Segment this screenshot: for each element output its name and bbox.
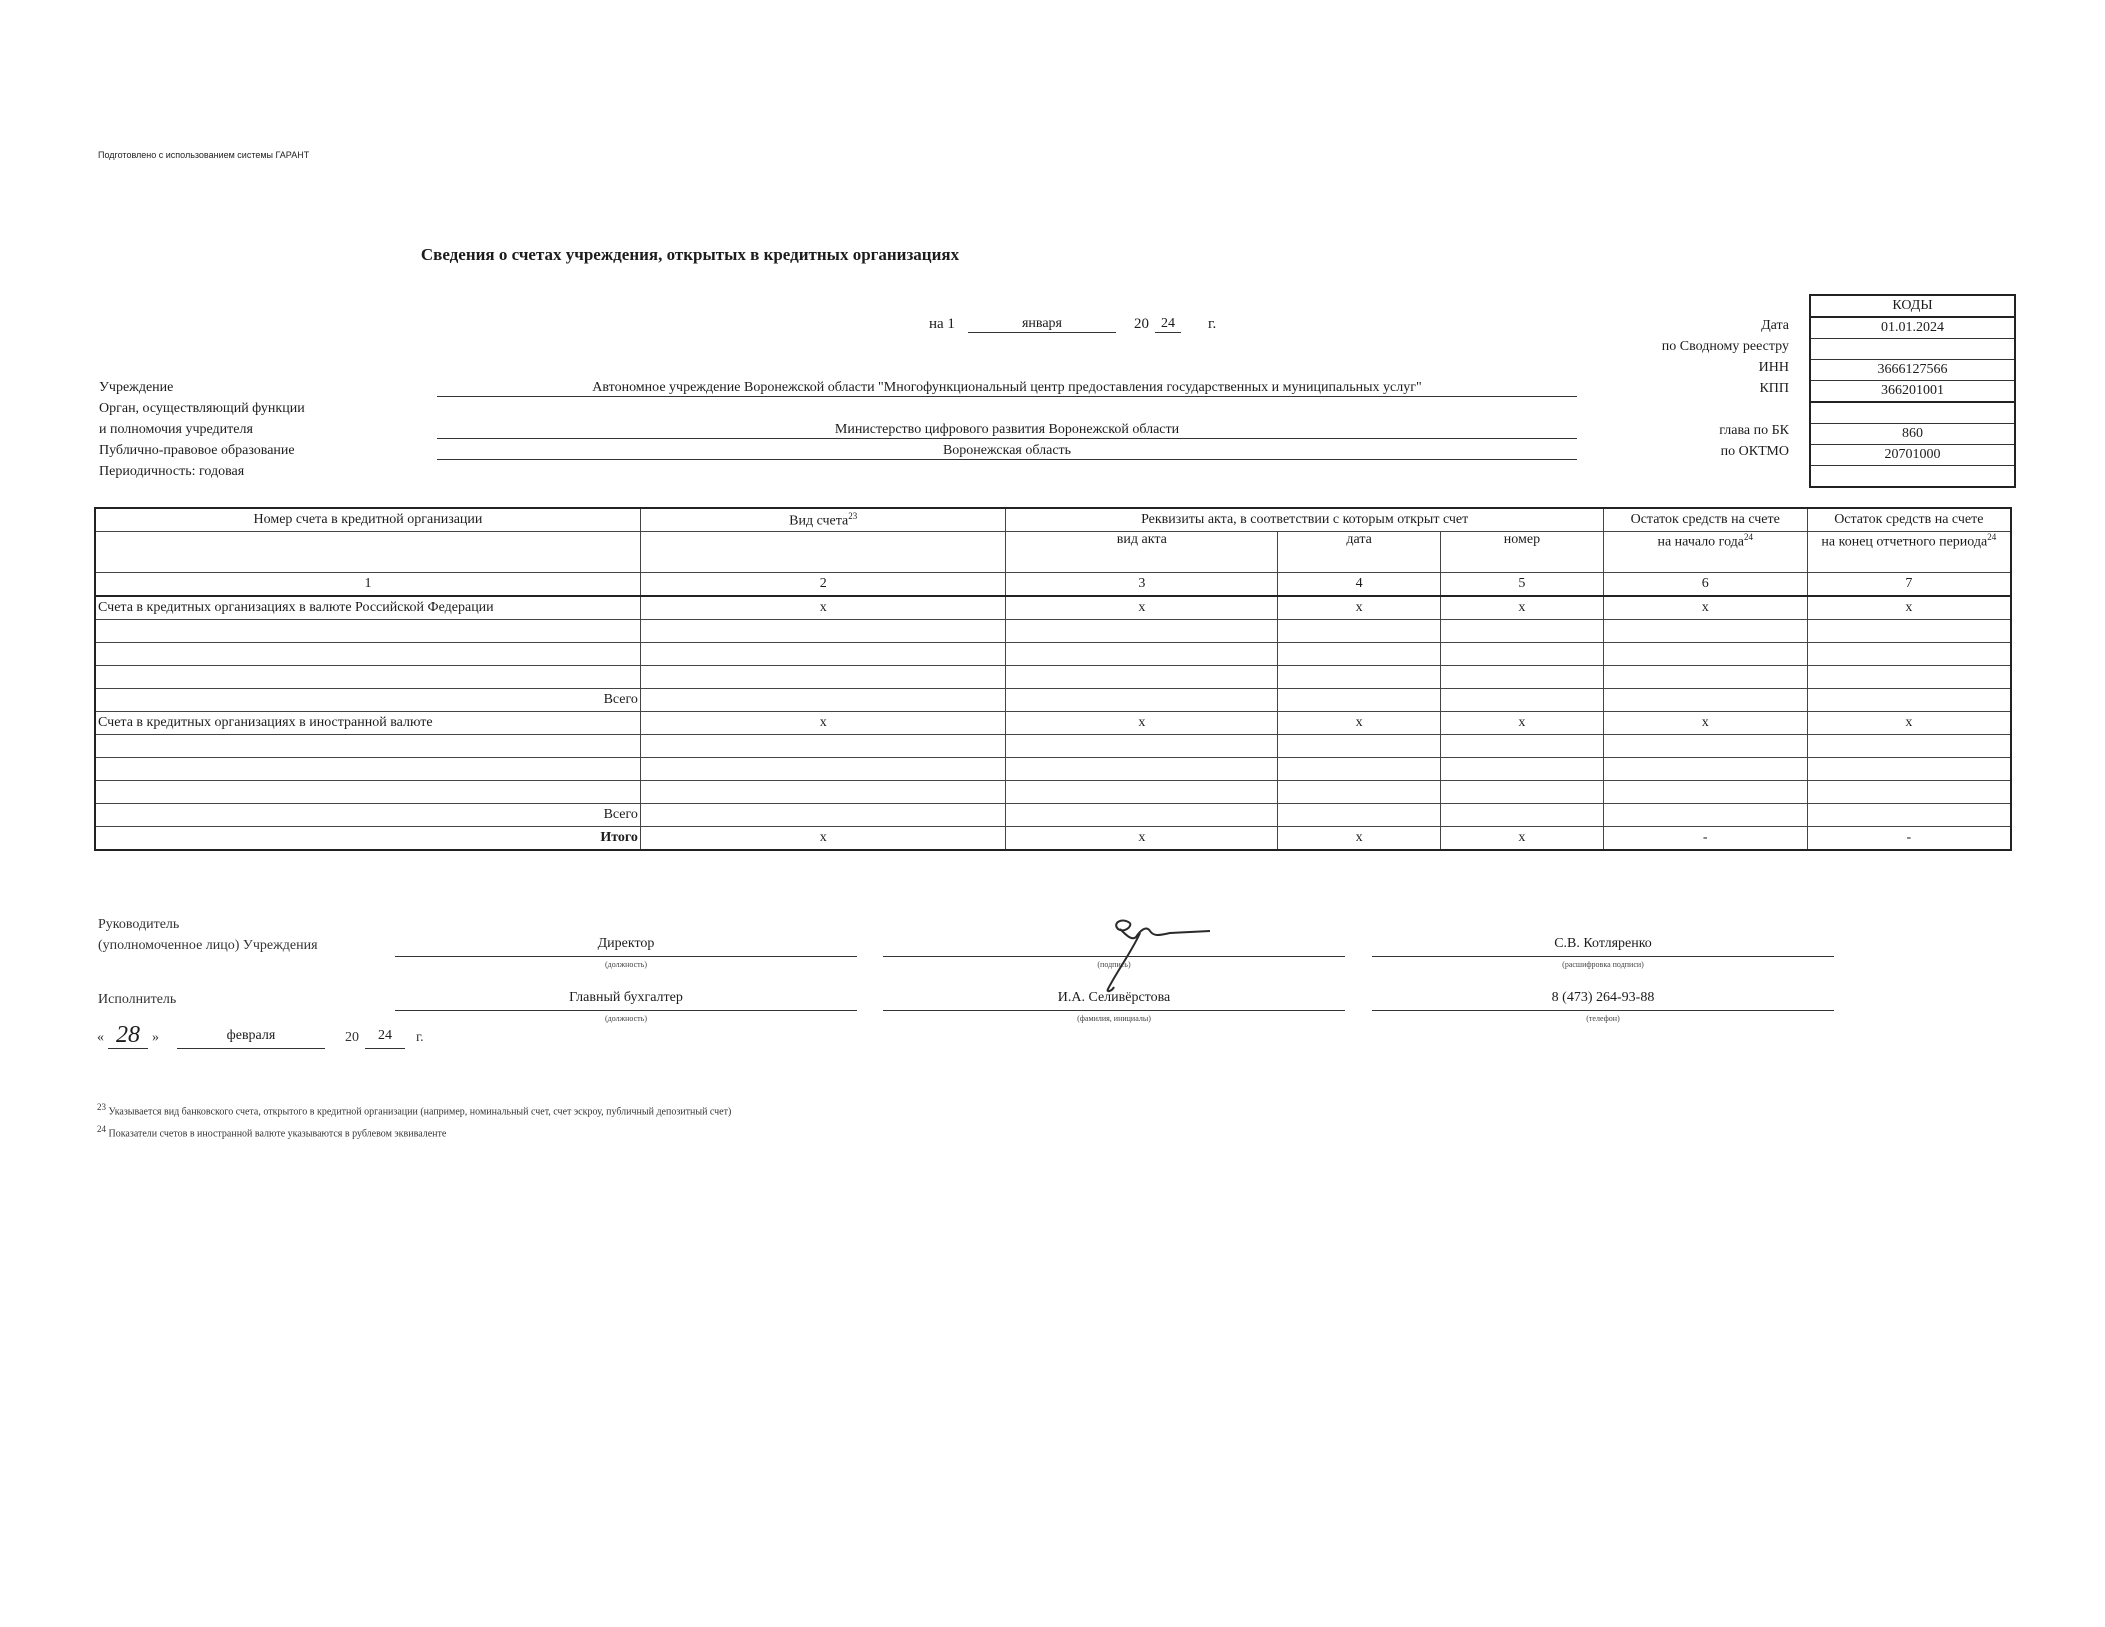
column-numbers-row — [95, 573, 2011, 597]
date-suffix: г. — [1208, 316, 1217, 332]
rub-total-label: Всего — [95, 689, 640, 712]
signature-date-year-suffix: 24 — [365, 1028, 405, 1049]
cell-x: x — [1006, 712, 1278, 735]
label-registry: по Сводному реестру — [1661, 339, 1789, 354]
header-act-date: дата — [1278, 532, 1441, 573]
code-periodicity — [1811, 466, 2014, 486]
cell-x: x — [1603, 596, 1807, 620]
cell-x: x — [640, 827, 1006, 851]
header-act-details: Реквизиты акта, в соответствии с которым открыт счет — [1006, 508, 1603, 532]
code-kpp: 366201001 — [1811, 381, 2014, 403]
garant-note: Подготовлено с использованием системы ГАРАНТ — [98, 150, 310, 160]
head-label-1: Руководитель — [98, 917, 180, 932]
cell-x: x — [1441, 596, 1604, 620]
signature-date-month: февраля — [177, 1028, 325, 1049]
header-act-number: номер — [1441, 532, 1604, 573]
label-institution: Учреждение — [99, 380, 174, 395]
footnote-24-mark: 24 — [97, 1124, 106, 1134]
date-year-prefix: 20 — [1134, 316, 1149, 332]
table-header-row-1 — [95, 508, 2011, 532]
section-foreign-row — [95, 712, 2011, 735]
cell-dash: - — [1603, 827, 1807, 851]
foreign-total-label: Всего — [95, 804, 640, 827]
cell-x: x — [1278, 712, 1441, 735]
handwritten-signature-icon — [1060, 915, 1220, 995]
grand-total-row — [95, 827, 2011, 851]
header-balance-start-2 — [1603, 532, 1807, 573]
col-num-5: 5 — [1441, 573, 1604, 597]
codes-box — [1809, 294, 2016, 488]
cell-x: x — [1441, 712, 1604, 735]
footnote-23-text: Указывается вид банковского счета, открытого в кредитной организации (например, номинальный счет, счет эскроу, публичный депозитный счет) — [108, 1106, 732, 1118]
label-date: Дата — [1761, 318, 1789, 333]
executor-phone-caption: (телефон) — [1586, 1014, 1620, 1023]
institution-value: Автономное учреждение Воронежской области "Многофункциональный центр предоставления государственных и муниципальных услуг" — [437, 380, 1577, 397]
grand-total-label: Итого — [95, 827, 640, 851]
header-account-type-text: Вид счета — [789, 513, 849, 529]
cell-x: x — [1278, 827, 1441, 851]
head-position: Директор — [395, 936, 857, 957]
col-num-7: 7 — [1807, 573, 2011, 597]
codes-header: КОДЫ — [1811, 296, 2014, 318]
cell-x: x — [640, 712, 1006, 735]
header-empty-1 — [95, 532, 640, 573]
code-bk: 860 — [1811, 424, 2014, 445]
label-founder-1: Орган, осуществляющий функции — [99, 401, 305, 416]
cell-x: x — [1603, 712, 1807, 735]
col-num-1: 1 — [95, 573, 640, 597]
date-month: января — [968, 316, 1116, 333]
footnote-ref-23: 23 — [848, 510, 858, 521]
header-account-type — [640, 508, 1006, 532]
table-row — [95, 758, 2011, 781]
signature-date-year-prefix: 20 — [345, 1030, 359, 1045]
table-row — [95, 666, 2011, 689]
executor-name-caption: (фамилия, инициалы) — [1077, 1014, 1151, 1023]
label-kpp: КПП — [1759, 381, 1789, 396]
col-num-3: 3 — [1006, 573, 1278, 597]
executor-position: Главный бухгалтер — [395, 990, 857, 1011]
col-num-6: 6 — [1603, 573, 1807, 597]
foreign-total-row — [95, 804, 2011, 827]
executor-position-caption: (должность) — [605, 1014, 647, 1023]
date-prefix: на 1 — [929, 316, 955, 332]
cell-x: x — [1278, 596, 1441, 620]
table-row — [95, 643, 2011, 666]
cell-x: x — [1807, 712, 2011, 735]
col-num-2: 2 — [640, 573, 1006, 597]
footnote-24 — [97, 1124, 446, 1139]
code-date: 01.01.2024 — [1811, 318, 2014, 339]
head-signature-caption: (подпись) — [1097, 960, 1131, 969]
table-header-row-2 — [95, 532, 2011, 573]
cell-x: x — [1006, 827, 1278, 851]
code-oktmo: 20701000 — [1811, 445, 2014, 466]
label-periodicity: Периодичность: годовая — [99, 464, 245, 479]
cell-dash: - — [1807, 827, 2011, 851]
date-year-suffix: 24 — [1155, 316, 1181, 333]
head-name-caption: (расшифровка подписи) — [1562, 960, 1644, 969]
signature-date-day: 28 — [108, 1022, 148, 1049]
footnote-24-text: Показатели счетов в иностранной валюте указываются в рублевом эквиваленте — [108, 1128, 447, 1140]
table-row — [95, 620, 2011, 643]
code-registry — [1811, 339, 2014, 360]
label-ppo: Публично-правовое образование — [99, 443, 295, 458]
footnote-ref-24b: 24 — [1987, 532, 1997, 542]
date-close-quote: » — [152, 1030, 159, 1045]
header-balance-start-2-text: на начало года — [1657, 534, 1745, 550]
cell-x: x — [1807, 596, 2011, 620]
footnote-ref-24a: 24 — [1744, 532, 1754, 542]
label-oktmo: по ОКТМО — [1720, 444, 1789, 459]
code-inn: 3666127566 — [1811, 360, 2014, 381]
col-num-4: 4 — [1278, 573, 1441, 597]
executor-name: И.А. Селивёрстова — [883, 990, 1345, 1011]
section-foreign-label: Счета в кредитных организациях в иностранной валюте — [95, 712, 640, 735]
head-label-2: (уполномоченное лицо) Учреждения — [98, 938, 318, 953]
table-row — [95, 735, 2011, 758]
rub-total-row — [95, 689, 2011, 712]
executor-label: Исполнитель — [98, 992, 177, 1007]
label-bk: глава по БК — [1719, 423, 1789, 438]
signature-date-suffix: г. — [416, 1030, 424, 1045]
cell-x: x — [1441, 827, 1604, 851]
header-balance-start-1: Остаток средств на счете — [1603, 508, 1807, 532]
code-empty — [1811, 403, 2014, 424]
ppo-value: Воронежская область — [437, 443, 1577, 460]
header-balance-end-2-text: на конец отчетного периода — [1821, 534, 1988, 550]
header-act-type: вид акта — [1006, 532, 1278, 573]
cell-x: x — [1006, 596, 1278, 620]
table-row — [95, 781, 2011, 804]
section-rub-label: Счета в кредитных организациях в валюте Российской Федерации — [95, 596, 640, 620]
accounts-table — [94, 507, 2012, 851]
head-name: С.В. Котляренко — [1372, 936, 1834, 957]
header-balance-end-1: Остаток средств на счете — [1807, 508, 2011, 532]
label-founder-2: и полномочия учредителя — [99, 422, 253, 437]
header-balance-end-2 — [1807, 532, 2011, 573]
footnote-23 — [97, 1102, 731, 1117]
header-account-number: Номер счета в кредитной организации — [95, 508, 640, 532]
document-title: Сведения о счетах учреждения, открытых в кредитных организациях — [420, 245, 960, 264]
date-open-quote: « — [97, 1030, 104, 1045]
founder-value: Министерство цифрового развития Воронежской области — [437, 422, 1577, 439]
executor-phone: 8 (473) 264-93-88 — [1372, 990, 1834, 1011]
section-rub-row — [95, 596, 2011, 620]
footnote-23-mark: 23 — [97, 1102, 106, 1112]
cell-x: x — [640, 596, 1006, 620]
label-inn: ИНН — [1758, 360, 1789, 375]
head-position-caption: (должность) — [605, 960, 647, 969]
header-empty-2 — [640, 532, 1006, 573]
